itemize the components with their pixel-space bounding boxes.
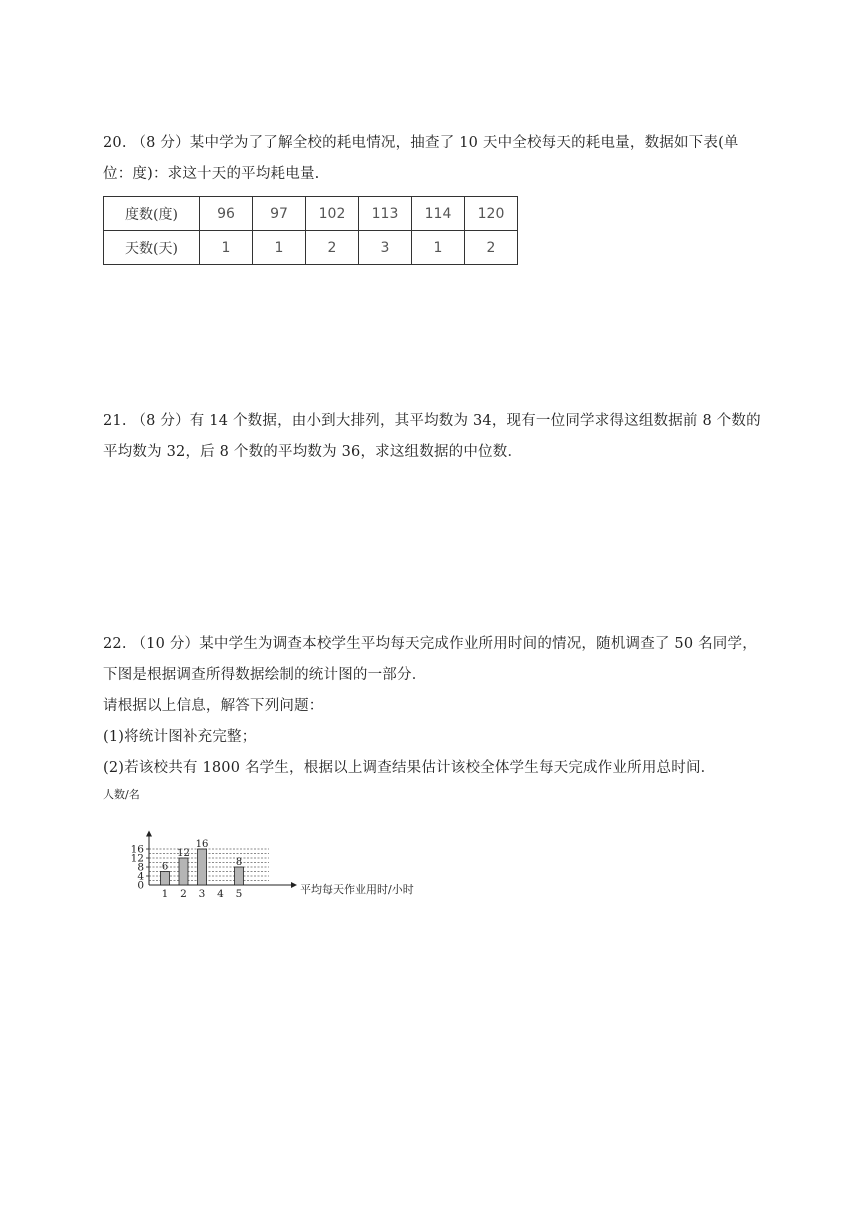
x-tick-label: 1 (161, 888, 169, 900)
table-cell: 2 (306, 231, 359, 265)
x-tick-label: 5 (235, 888, 243, 900)
table-cell: 120 (465, 197, 518, 231)
q21-line-1: 21. （8 分）有 14 个数据，由小到大排列，其平均数为 34，现有一位同学求得这组数据前 8 个数的 (103, 413, 761, 429)
q20-line-1: 20. （8 分）某中学为了了解全校的耗电情况，抽查了 10 天中全校每天的耗电量，数据如下表(单 (103, 135, 739, 151)
q22-line-2: 下图是根据调查所得数据绘制的统计图的一部分． (103, 667, 427, 683)
homework-time-bar-chart (103, 788, 414, 904)
table-row-header: 天数(天) (104, 231, 200, 265)
y-tick-label: 8 (137, 861, 144, 874)
table-cell: 113 (359, 197, 412, 231)
table-cell: 102 (306, 197, 359, 231)
bar (198, 849, 207, 885)
data-label: 6 (161, 861, 169, 873)
table-cell: 3 (359, 231, 412, 265)
table-cell: 114 (412, 197, 465, 231)
data-label: 16 (195, 839, 209, 850)
table-row (104, 197, 518, 231)
table-cell: 97 (253, 197, 306, 231)
table-row (104, 231, 518, 265)
table-cell: 1 (412, 231, 465, 265)
q22-line-5: (2)若该校共有 1800 名学生，根据以上调查结果估计该校全体学生每天完成作业所用总时间． (103, 760, 716, 776)
x-axis-title: 平均每天作业用时/小时 (300, 883, 414, 896)
q22-line-4: (1)将统计图补充完整； (103, 729, 257, 745)
y-tick-label: 12 (130, 852, 144, 865)
q20-line-2: 位：度)：求这十天的平均耗电量. (103, 166, 320, 182)
bar (179, 858, 188, 885)
data-label: 8 (235, 857, 243, 868)
x-tick-label: 2 (180, 888, 187, 900)
y-axis-title: 人数/名 (103, 788, 140, 801)
table-cell: 96 (200, 197, 253, 231)
electricity-table (103, 196, 518, 265)
y-tick-label: 16 (130, 843, 144, 856)
table-cell: 1 (200, 231, 253, 265)
table-cell: 2 (465, 231, 518, 265)
q22-line-3: 请根据以上信息，解答下列问题： (103, 698, 324, 714)
x-axis-arrow (291, 882, 297, 888)
bar (235, 867, 244, 885)
q21-line-2: 平均数为 32，后 8 个数的平均数为 36，求这组数据的中位数． (103, 444, 523, 460)
x-tick-label: 4 (217, 888, 224, 900)
y-tick-label: 4 (137, 870, 144, 883)
table-cell: 1 (253, 231, 306, 265)
q22-line-1: 22. （10 分）某中学生为调查本校学生平均每天完成作业所用时间的情况，随机调查了 50 名同学， (103, 636, 757, 652)
table-row-header: 度数(度) (104, 197, 200, 231)
x-tick-label: 3 (198, 888, 206, 900)
y-tick-label: 0 (137, 879, 144, 892)
y-axis-arrow (146, 831, 152, 837)
data-label: 12 (177, 848, 190, 859)
bar (161, 872, 170, 886)
